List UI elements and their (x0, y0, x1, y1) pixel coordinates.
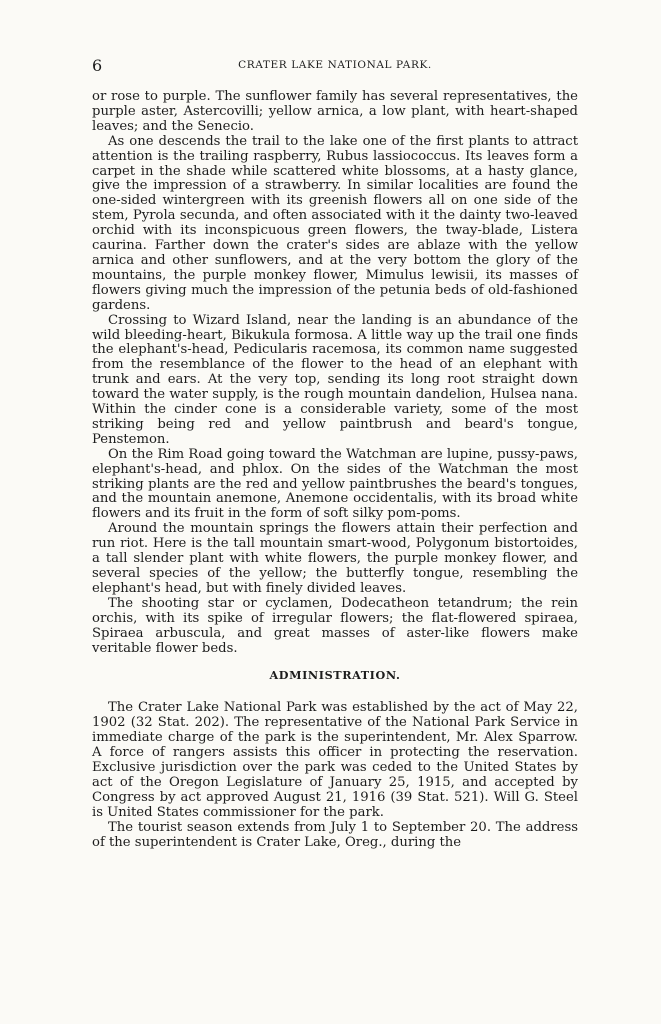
paragraph: The Crater Lake National Park was established by the act of May 22, 1902 (32 Stat. 202). The representative of the National Park Service in immediate charge of the park is the superintendent, Mr. Alex Sparrow. A force of rangers assists this officer in protecting the reservation. Exclusive jurisdiction over the park was ceded to the United States by act of the Oregon Legislature of January 25, 1915, and accepted by Congress by act approved August 21, 1916 (39 Stat. 521). Will G. Steel is United States commissioner for the park. (92, 700, 578, 820)
paragraph: The tourist season extends from July 1 to September 20. The address of the superintendent is Crater Lake, Oreg., during the (92, 819, 578, 850)
paragraph: The shooting star or cyclamen, Dodecatheon tetandrum; the rein orchis, with its spike of irregular flowers; the flat-flowered spiraea, Spiraea arbuscula, and great masses of aster-like flowers make veritable flower beds. (92, 595, 578, 656)
paragraph: On the Rim Road going toward the Watchman are lupine, pussy-paws, elephant's-head, and phlox. On the sides of the Watchman the most striking plants are the red and yellow paintbrushes the beard's tongues, and the mountain anemone, Anemone occidentalis, with its broad white flowers and its fruit in the form of soft silky pom-poms. (92, 446, 578, 522)
paragraph: As one descends the trail to the lake one of the first plants to attract attention is the trailing raspberry, Rubus lassiococcus. Its leaves form a carpet in the shade while scattered white blossoms, at a hasty glance, give the impression of a strawberry. In similar localities are found the one-sided wintergreen with its greenish flowers all on one side of the stem, Pyrola secunda, and often associated with it the dainty two-leaved orchid with its inconspicuous green flowers, the tway-blade, Listera caurina. Farther down the crater's sides are ablaze with the yellow arnica and other sunflowers, and at the very bottom the glory of the mountains, the purple monkey flower, Mimulus lewisii, its masses of flowers giving much the impression of the petunia beds of old-fashioned gardens. (92, 133, 578, 313)
paragraph: or rose to purple. The sunflower family has several representatives, the purple aster, Astercovilli; yellow arnica, a low plant, with heart-shaped leaves; and the Senecio. (92, 89, 578, 134)
paragraph: Crossing to Wizard Island, near the landing is an abundance of the wild bleeding-heart, Bikukula formosa. A little way up the trail one finds the elephant's-head, Pedicularis racemosa, its common name suggested from the resemblance of the flower to the head of an elephant with trunk and ears. At the very top, sending its long root straight down toward the water supply, is the rough mountain dandelion, Hulsea nana. Within the cinder cone is a considerable variety, some of the most striking being red and yellow paintbrush and beard's tongue, Penstemon. (92, 312, 578, 447)
page-body (92, 90, 578, 850)
page-number: 6 (92, 56, 103, 75)
page-header (92, 56, 578, 78)
paragraph: Around the mountain springs the flowers attain their perfection and run riot. Here is the tall mountain smart-wood, Polygonum bistortoides, a tall slender plant with white flowers, the purple monkey flower, and several species of the yellow; the butterfly tongue, resembling the elephant's head, but with finely divided leaves. (92, 521, 578, 596)
running-title: CRATER LAKE NATIONAL PARK. (238, 59, 432, 71)
section-heading: ADMINISTRATION. (269, 668, 401, 683)
